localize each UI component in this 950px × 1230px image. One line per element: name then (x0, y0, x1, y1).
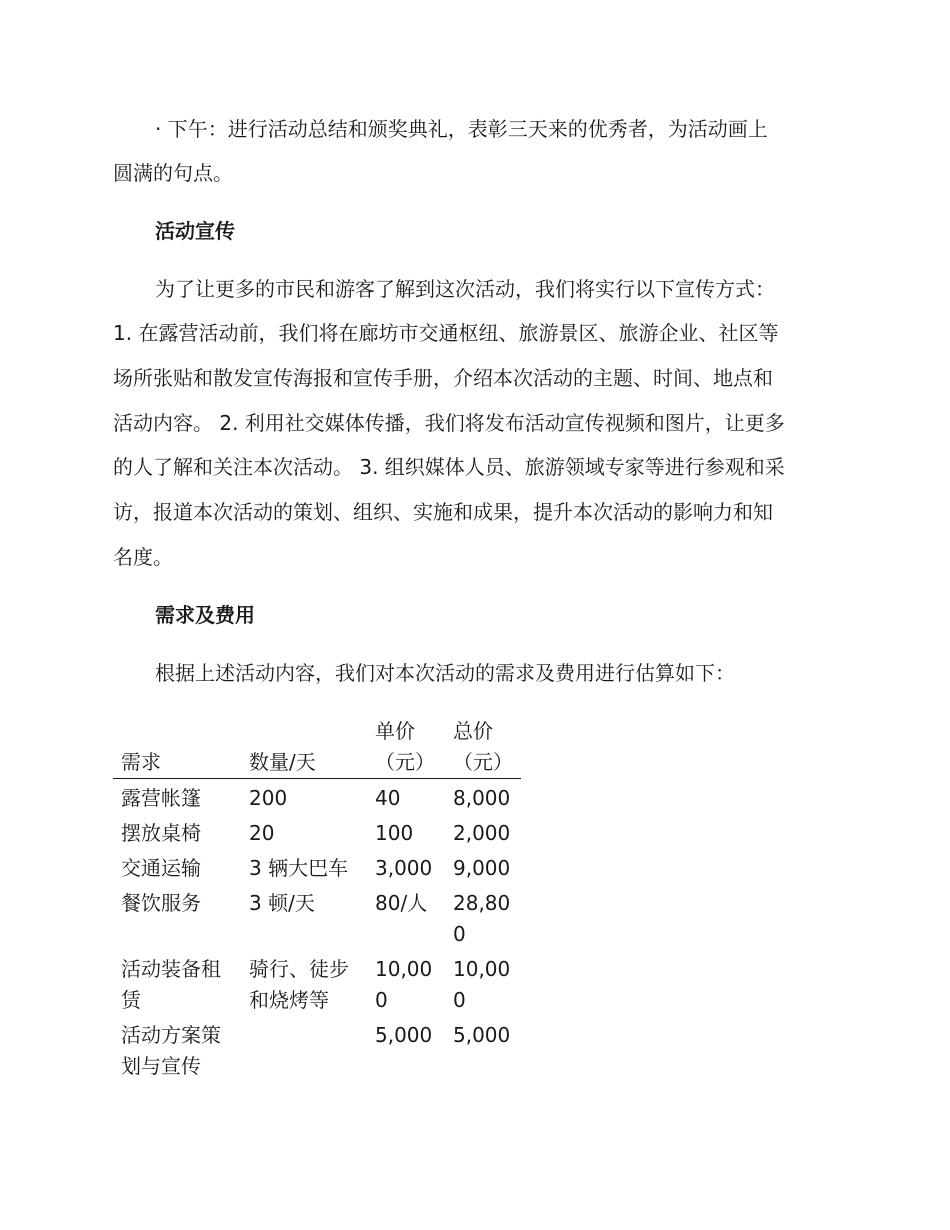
cell-quantity: 3 辆大巴车 (249, 856, 349, 880)
promotion-paragraph-line: 活动内容。 2. 利用社交媒体传播，我们将发布活动宣传视频和图片，让更多 (113, 411, 785, 435)
cell-item: 活动装备租赁 (121, 957, 221, 1012)
cell-item: 活动方案策划与宣传 (121, 1023, 221, 1078)
cell-quantity: 3 顿/天 (249, 891, 315, 915)
column-header-quantity: 数量/天 (241, 714, 367, 779)
cell-unit-price: 10,000 (375, 957, 433, 1012)
promotion-heading: 活动宣传 (155, 219, 235, 243)
costs-intro: 根据上述活动内容，我们对本次活动的需求及费用进行估算如下： (155, 661, 735, 685)
closing-paragraph-line-2: 圆满的句点。 (113, 161, 233, 185)
column-header-total-price: 总价（元） (445, 714, 521, 779)
column-header-unit-price: 单价（元） (367, 714, 445, 779)
cell-quantity: 20 (249, 821, 275, 845)
promotion-paragraph-line: 场所张贴和散发宣传海报和宣传手册，介绍本次活动的主题、时间、地点和 (113, 366, 773, 390)
table-row (113, 779, 521, 819)
cell-unit-price: 3,000 (375, 856, 433, 880)
cell-quantity: 骑行、徒步和烧烤等 (249, 957, 349, 1012)
cell-quantity: 200 (249, 786, 288, 810)
costs-heading: 需求及费用 (155, 603, 255, 627)
cell-unit-price: 5,000 (375, 1023, 433, 1047)
promotion-paragraph-line: 访，报道本次活动的策划、组织、实施和成果，提升本次活动的影响力和知 (113, 500, 773, 524)
cell-item: 餐饮服务 (121, 891, 201, 915)
cost-table (113, 714, 521, 1086)
cell-total-price: 5,000 (453, 1023, 511, 1047)
cell-item: 交通运输 (121, 856, 201, 880)
promotion-paragraph-line: 1. 在露营活动前，我们将在廊坊市交通枢纽、旅游景区、旅游企业、社区等 (113, 321, 779, 345)
table-row (113, 818, 521, 853)
cell-item: 摆放桌椅 (121, 821, 201, 845)
table-row (113, 1020, 521, 1086)
column-header-item: 需求 (113, 714, 241, 779)
table-row (113, 888, 521, 954)
promotion-paragraph-line: 的人了解和关注本次活动。 3. 组织媒体人员、旅游领域专家等进行参观和采 (113, 455, 785, 479)
cost-table-header-row (113, 714, 521, 779)
cell-total-price: 10,000 (453, 957, 511, 1012)
cell-unit-price: 100 (375, 821, 414, 845)
table-row (113, 853, 521, 888)
closing-paragraph-line-1: · 下午：进行活动总结和颁奖典礼，表彰三天来的优秀者，为活动画上 (155, 117, 768, 141)
cell-unit-price: 80/人 (375, 891, 428, 915)
cell-quantity (241, 1020, 367, 1086)
promotion-paragraph-line: 为了让更多的市民和游客了解到这次活动，我们将实行以下宣传方式： (155, 277, 775, 301)
cell-total-price: 8,000 (453, 786, 511, 810)
cell-total-price: 28,800 (453, 891, 511, 946)
cell-unit-price: 40 (375, 786, 401, 810)
cell-total-price: 9,000 (453, 856, 511, 880)
promotion-paragraph-line: 名度。 (113, 545, 173, 569)
table-row (113, 954, 521, 1020)
cell-total-price: 2,000 (453, 821, 511, 845)
cell-item: 露营帐篷 (121, 786, 201, 810)
